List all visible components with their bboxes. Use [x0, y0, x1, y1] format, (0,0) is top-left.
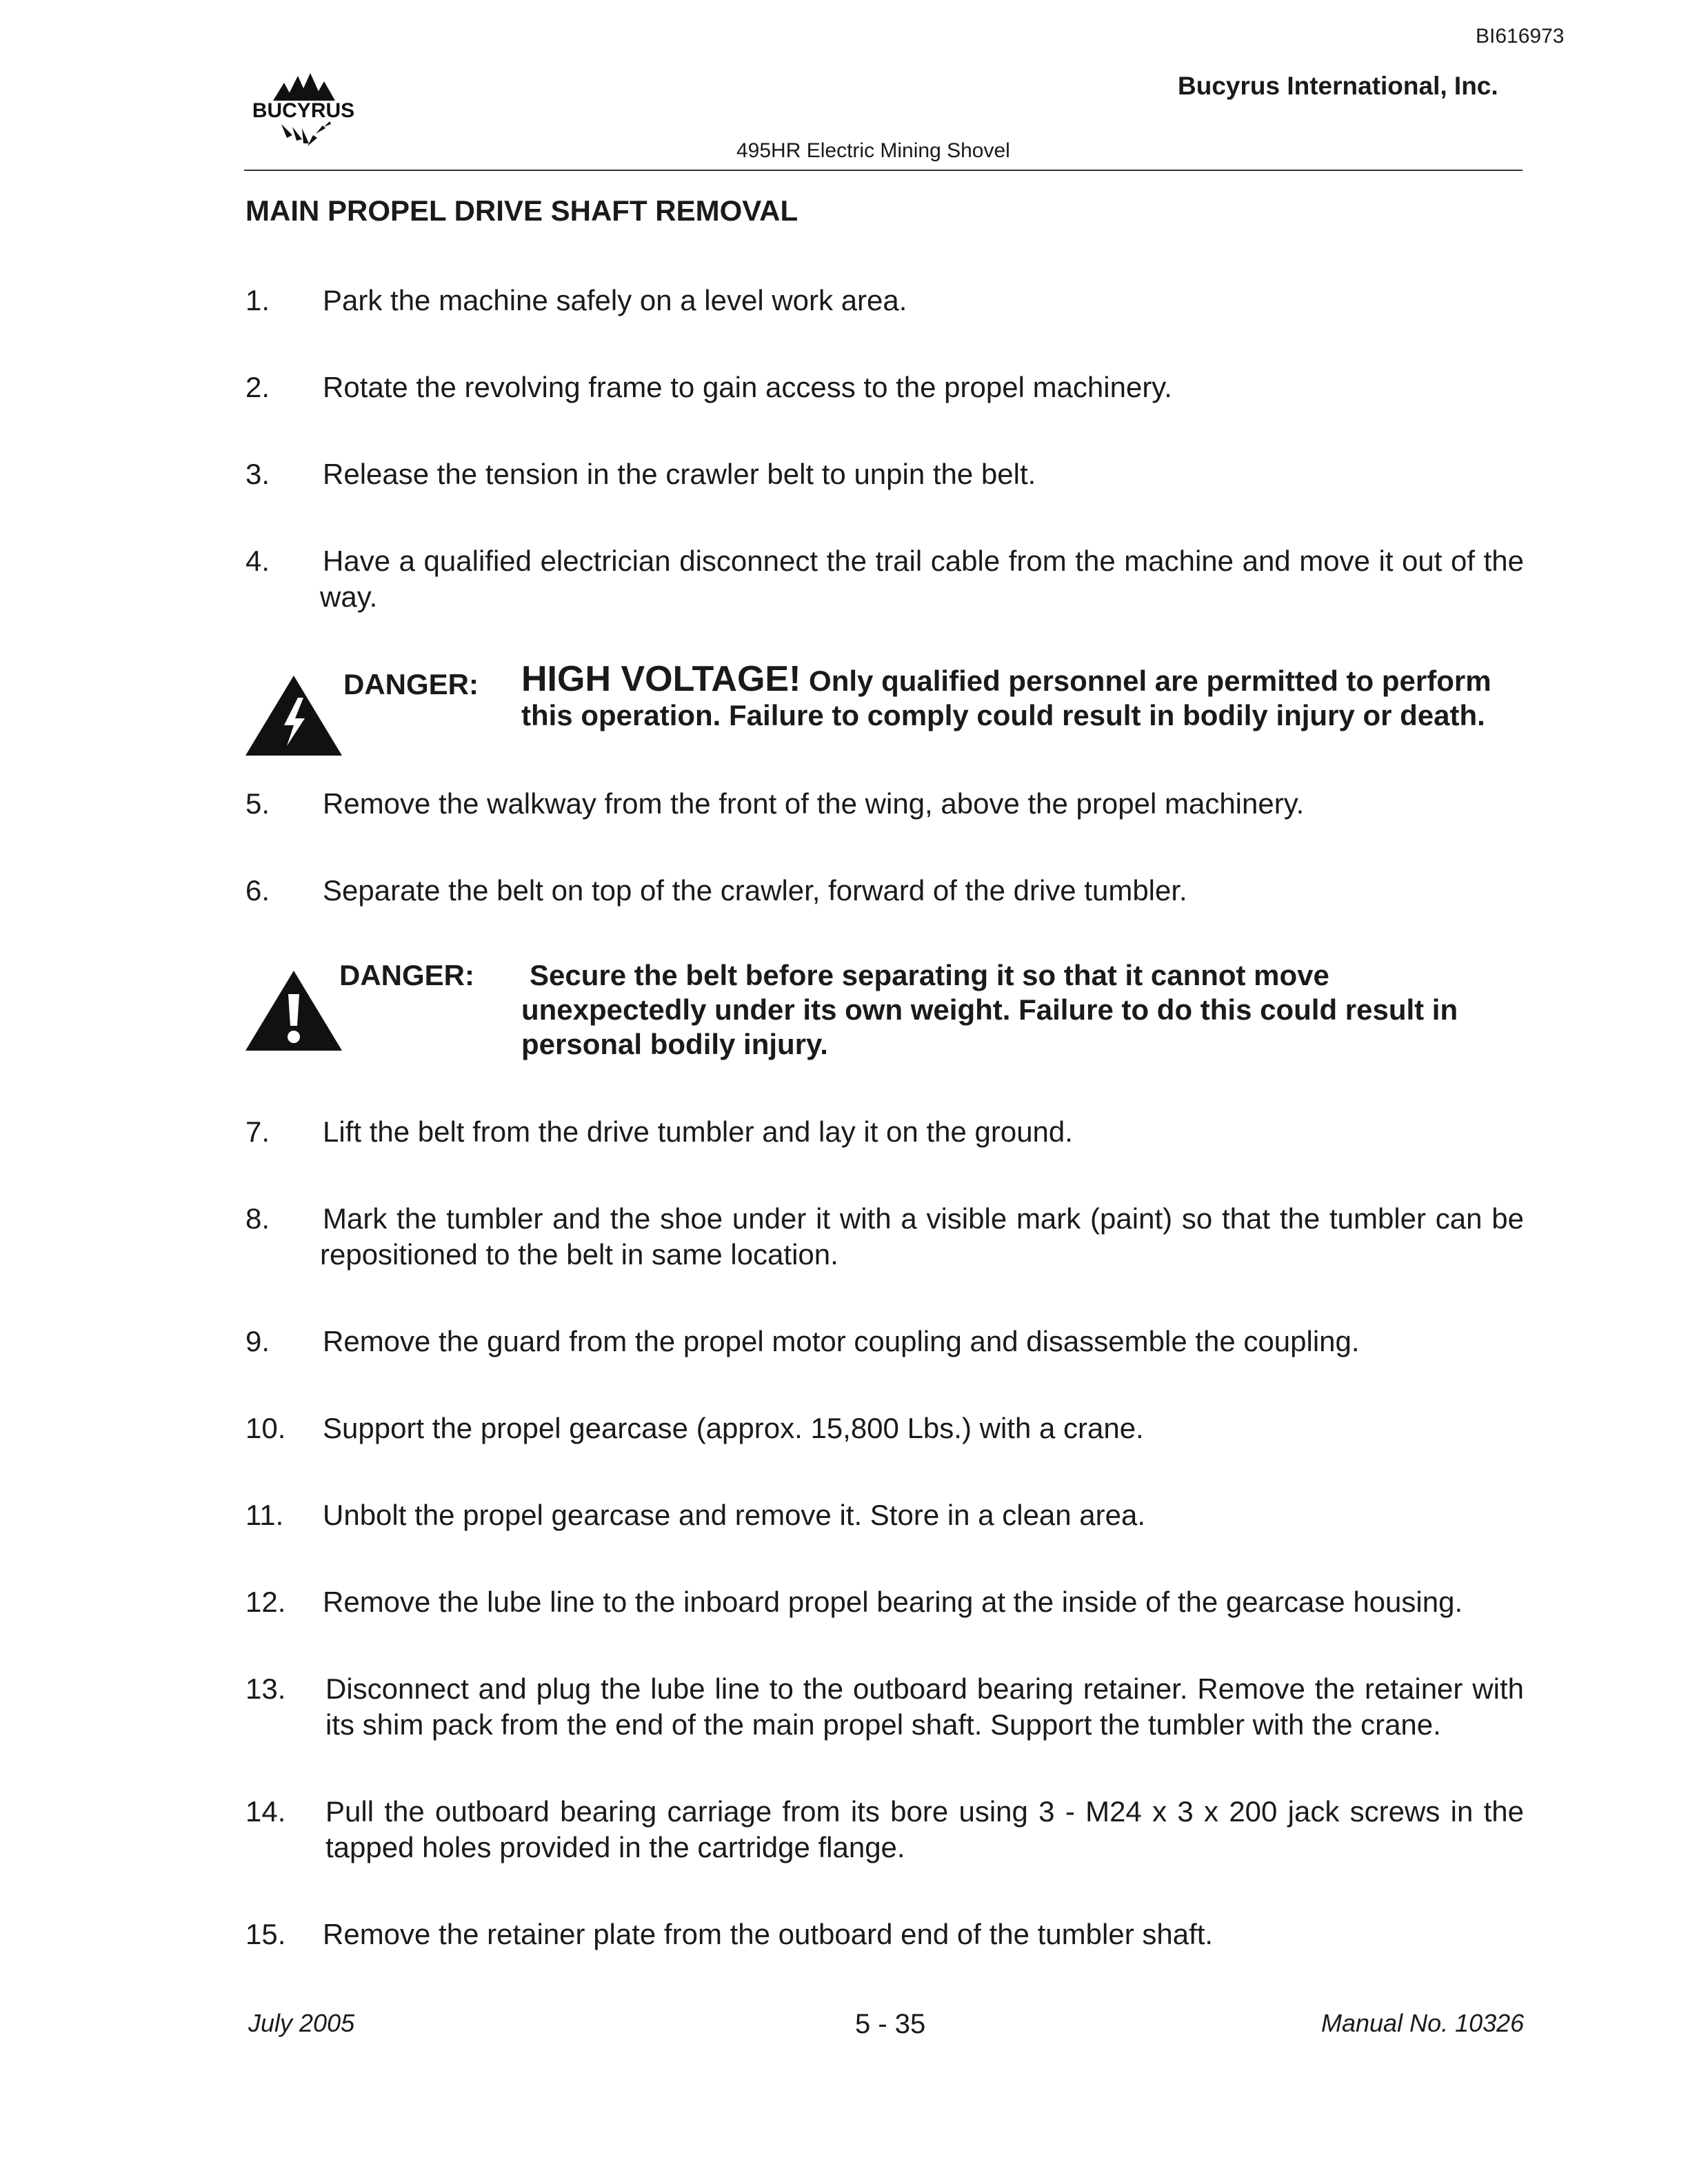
logo-wordmark: BUCYRUS	[252, 99, 355, 122]
step-number: 13.	[245, 1672, 286, 1705]
document-id: BI616973	[1476, 25, 1565, 48]
step-text: Have a qualified electrician disconnect the trail cable from the machine and move it out of the way.	[320, 545, 1524, 613]
step-number: 2.	[245, 371, 270, 403]
danger-label: DANGER:	[339, 959, 474, 991]
step-number: 4.	[245, 545, 270, 577]
step-text: Remove the lube line to the inboard propel bearing at the inside of the gearcase housing.	[323, 1586, 1463, 1618]
step-text: Pull the outboard bearing carriage from its bore using 3 - M24 x 3 x 200 jack screws in the tapped holes provided in the cartridge flange.	[325, 1795, 1524, 1863]
product-name: 495HR Electric Mining Shovel	[736, 139, 1010, 162]
list-item	[245, 1201, 1524, 1273]
list-item	[245, 1917, 1524, 1952]
danger-message	[521, 958, 1496, 1062]
step-number: 5.	[245, 787, 270, 820]
step-text: Rotate the revolving frame to gain access to the propel machinery.	[323, 371, 1172, 403]
list-item	[245, 1497, 1524, 1533]
step-number: 9.	[245, 1325, 270, 1357]
step-number: 15.	[245, 1918, 286, 1950]
list-item	[245, 283, 1524, 318]
step-number: 12.	[245, 1586, 286, 1618]
step-number: 10.	[245, 1412, 286, 1444]
header-divider	[244, 170, 1523, 171]
danger-text: Only qualified personnel are permitted to perform this operation. Failure to comply could result in bodily injury or death.	[521, 665, 1491, 731]
step-text: Remove the walkway from the front of the wing, above the propel machinery.	[323, 787, 1305, 820]
danger-notice	[245, 659, 1524, 758]
step-number: 11.	[245, 1499, 284, 1531]
list-item	[245, 1671, 1524, 1743]
list-item	[245, 873, 1524, 909]
exclamation-warning-icon	[245, 971, 342, 1055]
list-item	[245, 1324, 1524, 1359]
step-text: Unbolt the propel gearcase and remove it. Store in a clean area.	[323, 1499, 1146, 1531]
step-text: Support the propel gearcase (approx. 15,800 Lbs.) with a crane.	[323, 1412, 1144, 1444]
manual-number: Manual No. 10326	[1321, 2009, 1525, 2037]
step-text: Lift the belt from the drive tumbler and lay it on the ground.	[323, 1115, 1073, 1148]
list-item	[245, 543, 1524, 615]
step-text: Mark the tumbler and the shoe under it with a visible mark (paint) so that the tumbler can be repositioned to the belt in same location.	[320, 1202, 1524, 1271]
company-name: Bucyrus International, Inc.	[1178, 72, 1498, 100]
high-voltage-warning-icon	[245, 676, 342, 760]
bucyrus-logo	[241, 69, 365, 152]
step-text: Disconnect and plug the lube line to the outboard bearing retainer. Remove the retainer with its shim pack from the end of the main propel shaft. Support the tumbler with the crane.	[325, 1672, 1524, 1741]
danger-label: DANGER:	[343, 668, 479, 700]
step-number: 3.	[245, 458, 270, 490]
step-text: Remove the guard from the propel motor coupling and disassemble the coupling.	[323, 1325, 1360, 1357]
danger-message	[521, 659, 1524, 733]
danger-notice	[245, 958, 1524, 1082]
step-text: Park the machine safely on a level work area.	[323, 284, 907, 316]
list-item	[245, 786, 1524, 822]
list-item	[245, 1114, 1524, 1150]
step-number: 6.	[245, 874, 270, 907]
step-text: Separate the belt on top of the crawler, forward of the drive tumbler.	[323, 874, 1187, 907]
list-item	[245, 456, 1524, 492]
list-item	[245, 1410, 1524, 1446]
step-number: 7.	[245, 1115, 270, 1148]
page-number: 5 - 35	[855, 2009, 926, 2039]
list-item	[245, 1794, 1524, 1866]
list-item	[245, 1584, 1524, 1620]
step-number: 14.	[245, 1795, 286, 1828]
section-title: MAIN PROPEL DRIVE SHAFT REMOVAL	[245, 194, 798, 227]
step-text: Release the tension in the crawler belt to unpin the belt.	[323, 458, 1036, 490]
step-number: 1.	[245, 284, 270, 316]
list-item	[245, 370, 1524, 405]
danger-text: Secure the belt before separating it so that it cannot move unexpectedly under its own weight. Failure to do this could result in personal bodily injury.	[521, 959, 1458, 1060]
footer-date: July 2005	[248, 2009, 355, 2037]
step-number: 8.	[245, 1202, 270, 1235]
step-text: Remove the retainer plate from the outboard end of the tumbler shaft.	[323, 1918, 1214, 1950]
danger-emphasis: HIGH VOLTAGE!	[521, 659, 801, 699]
